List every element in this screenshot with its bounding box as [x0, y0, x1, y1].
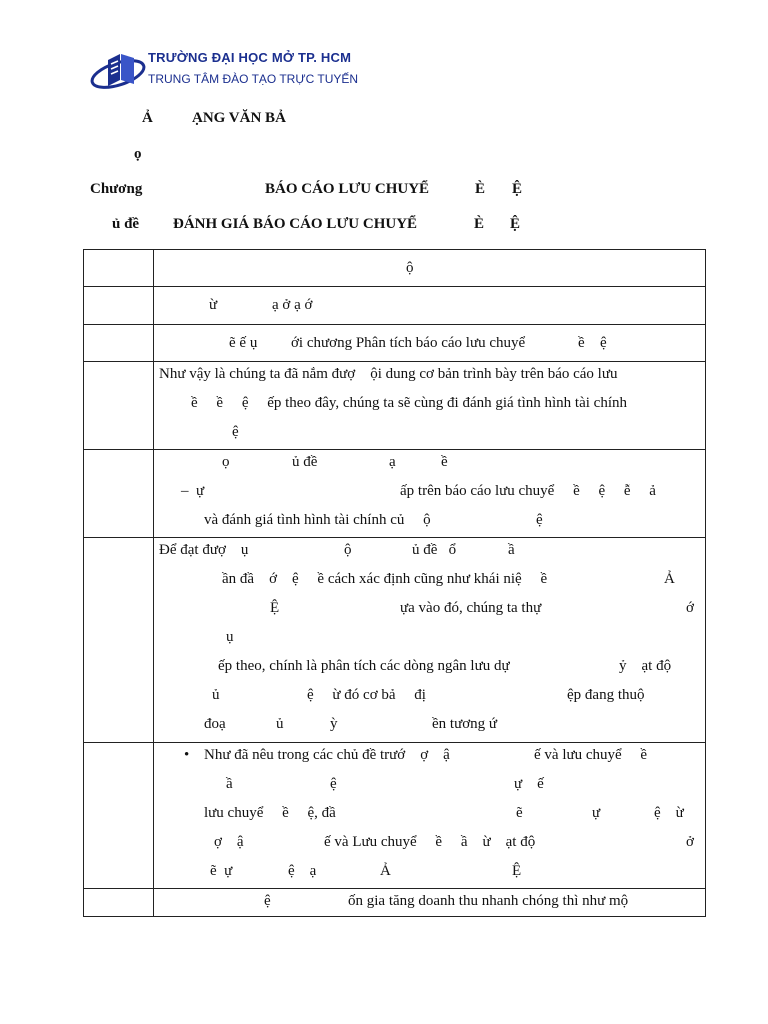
- content-table: [83, 249, 706, 917]
- row1-text: ộ: [406, 260, 414, 276]
- row6-l7c: ỳ: [330, 716, 338, 732]
- chapter-title-e: È: [475, 181, 486, 197]
- row6-l7d: ền tương ứ: [432, 716, 498, 732]
- row7-l3d: ệ ừ: [654, 805, 684, 821]
- row6-l1c: ủ đề ổ: [412, 542, 457, 558]
- table-row: [84, 743, 706, 889]
- table-row: [84, 889, 706, 917]
- chapter-title-e2: Ệ: [512, 181, 523, 197]
- row6-l5: ếp theo, chính là phân tích các dòng ngân lưu dự: [218, 658, 510, 674]
- row7-l3b: ẽ: [516, 805, 523, 821]
- row7-l2: ầ: [226, 776, 233, 792]
- row6-l3b: ựa vào đó, chúng ta thự: [400, 600, 542, 616]
- row7-l4: ợ ậ: [214, 834, 244, 850]
- row6-l7: đoạ: [204, 716, 226, 732]
- row3-part3: ề: [578, 335, 585, 351]
- chapter-label: Chương: [90, 181, 143, 197]
- row4-line3: ệ: [232, 424, 239, 440]
- row4-line1: Như vậy là chúng ta đã nắm đượ ội dung cơ bản trình bày trên báo cáo lưu: [159, 366, 618, 382]
- row2-part2: ạ ở ạ ớ: [272, 297, 313, 313]
- logo: [90, 44, 359, 96]
- table-cell-content: [154, 250, 706, 287]
- row6-l7b: ủ: [276, 716, 284, 732]
- topic-title-e: È: [474, 216, 485, 232]
- row5-l1b: ủ đề: [292, 454, 318, 470]
- row6-l4: ụ: [226, 629, 234, 645]
- row6-l3c: ớ: [686, 600, 694, 616]
- table-row: [84, 325, 706, 362]
- row3-part2: ới chương Phân tích báo cáo lưu chuyể: [291, 335, 526, 351]
- row5-l1c: ạ: [389, 454, 396, 470]
- title-a-char: Ả: [142, 110, 153, 126]
- table-row: [84, 287, 706, 325]
- row4-line2: ề ề ệ ếp theo đây, chúng ta sẽ cùng đi đánh giá tình hình tài chính: [191, 395, 627, 411]
- topic-title: ĐÁNH GIÁ BÁO CÁO LƯU CHUYỂ: [173, 216, 418, 232]
- row7-l5d: Ệ: [512, 863, 522, 879]
- topic-label: ủ đề: [112, 216, 140, 232]
- row7-l1b: ế và lưu chuyể ề: [534, 747, 648, 763]
- row6-l3: Ệ: [270, 600, 280, 616]
- row5-l3: và đánh giá tình hình tài chính củ ộ: [204, 512, 431, 528]
- row6-l2: ần đầ ớ ệ ề cách xác định cũng như khái niệ ề: [222, 571, 548, 587]
- bullet-icon: •: [184, 747, 190, 763]
- row3-part1: ẽ ế ụ: [229, 335, 258, 351]
- row7-l4b: ế và Lưu chuyể ề ầ ừ ạt độ: [324, 834, 536, 850]
- table-row: [84, 362, 706, 450]
- table-cell-label: [84, 250, 154, 287]
- document-title: ẠNG VĂN BẢ: [192, 110, 286, 126]
- row6-l1d: ầ: [508, 542, 515, 558]
- row7-l1: Như đã nêu trong các chủ đề trướ ợ ậ: [204, 747, 450, 763]
- row6-l1b: ộ: [344, 542, 352, 558]
- row7-l5c: Ả: [380, 863, 391, 879]
- topic-title-e2: Ệ: [510, 216, 521, 232]
- chapter-title: BÁO CÁO LƯU CHUYỂ: [265, 181, 430, 197]
- row6-l5b: ỷ ạt độ: [619, 658, 672, 674]
- row7-l3c: ự: [592, 805, 601, 821]
- row8-l1: ệ: [264, 893, 271, 909]
- row2-part1: ừ: [209, 297, 218, 313]
- row7-l3: lưu chuyể ề ệ, đầ: [204, 805, 336, 821]
- row7-l5: ẽ ự: [210, 863, 233, 879]
- row5-l3b: ệ: [536, 512, 543, 528]
- row5-l1a: ọ: [222, 454, 230, 470]
- row6-l2b: Ả: [664, 571, 675, 587]
- table-row: [84, 450, 706, 538]
- university-logo-icon: [90, 46, 148, 92]
- row7-l4c: ở: [686, 834, 694, 850]
- row5-l1d: ề: [441, 454, 448, 470]
- row6-l6b: ệ ừ đó cơ bả đị: [307, 687, 426, 703]
- row8-l1b: ốn gia tăng doanh thu nhanh chóng thì như mộ: [348, 893, 629, 909]
- row5-l2a: – ự: [181, 483, 205, 499]
- row7-l5b: ệ ạ: [288, 863, 317, 879]
- table-row: [84, 250, 706, 287]
- logo-line2: TRUNG TÂM ĐÀO TẠO TRỰC TUYẾN: [148, 72, 359, 86]
- row7-l2c: ự ế: [514, 776, 544, 792]
- row5-l2b: ấp trên báo cáo lưu chuyể ề ệ ễ ả: [400, 483, 656, 499]
- row6-l1: Để đạt đượ ụ: [159, 542, 249, 558]
- o-line: ọ: [134, 146, 142, 162]
- logo-line1: TRƯỜNG ĐẠI HỌC MỞ TP. HCM: [148, 50, 352, 65]
- table-row: [84, 538, 706, 743]
- row3-part4: ệ: [600, 335, 607, 351]
- row6-l6c: ệp đang thuộ: [567, 687, 645, 703]
- row6-l6: ủ: [212, 687, 220, 703]
- row7-l2b: ệ: [330, 776, 337, 792]
